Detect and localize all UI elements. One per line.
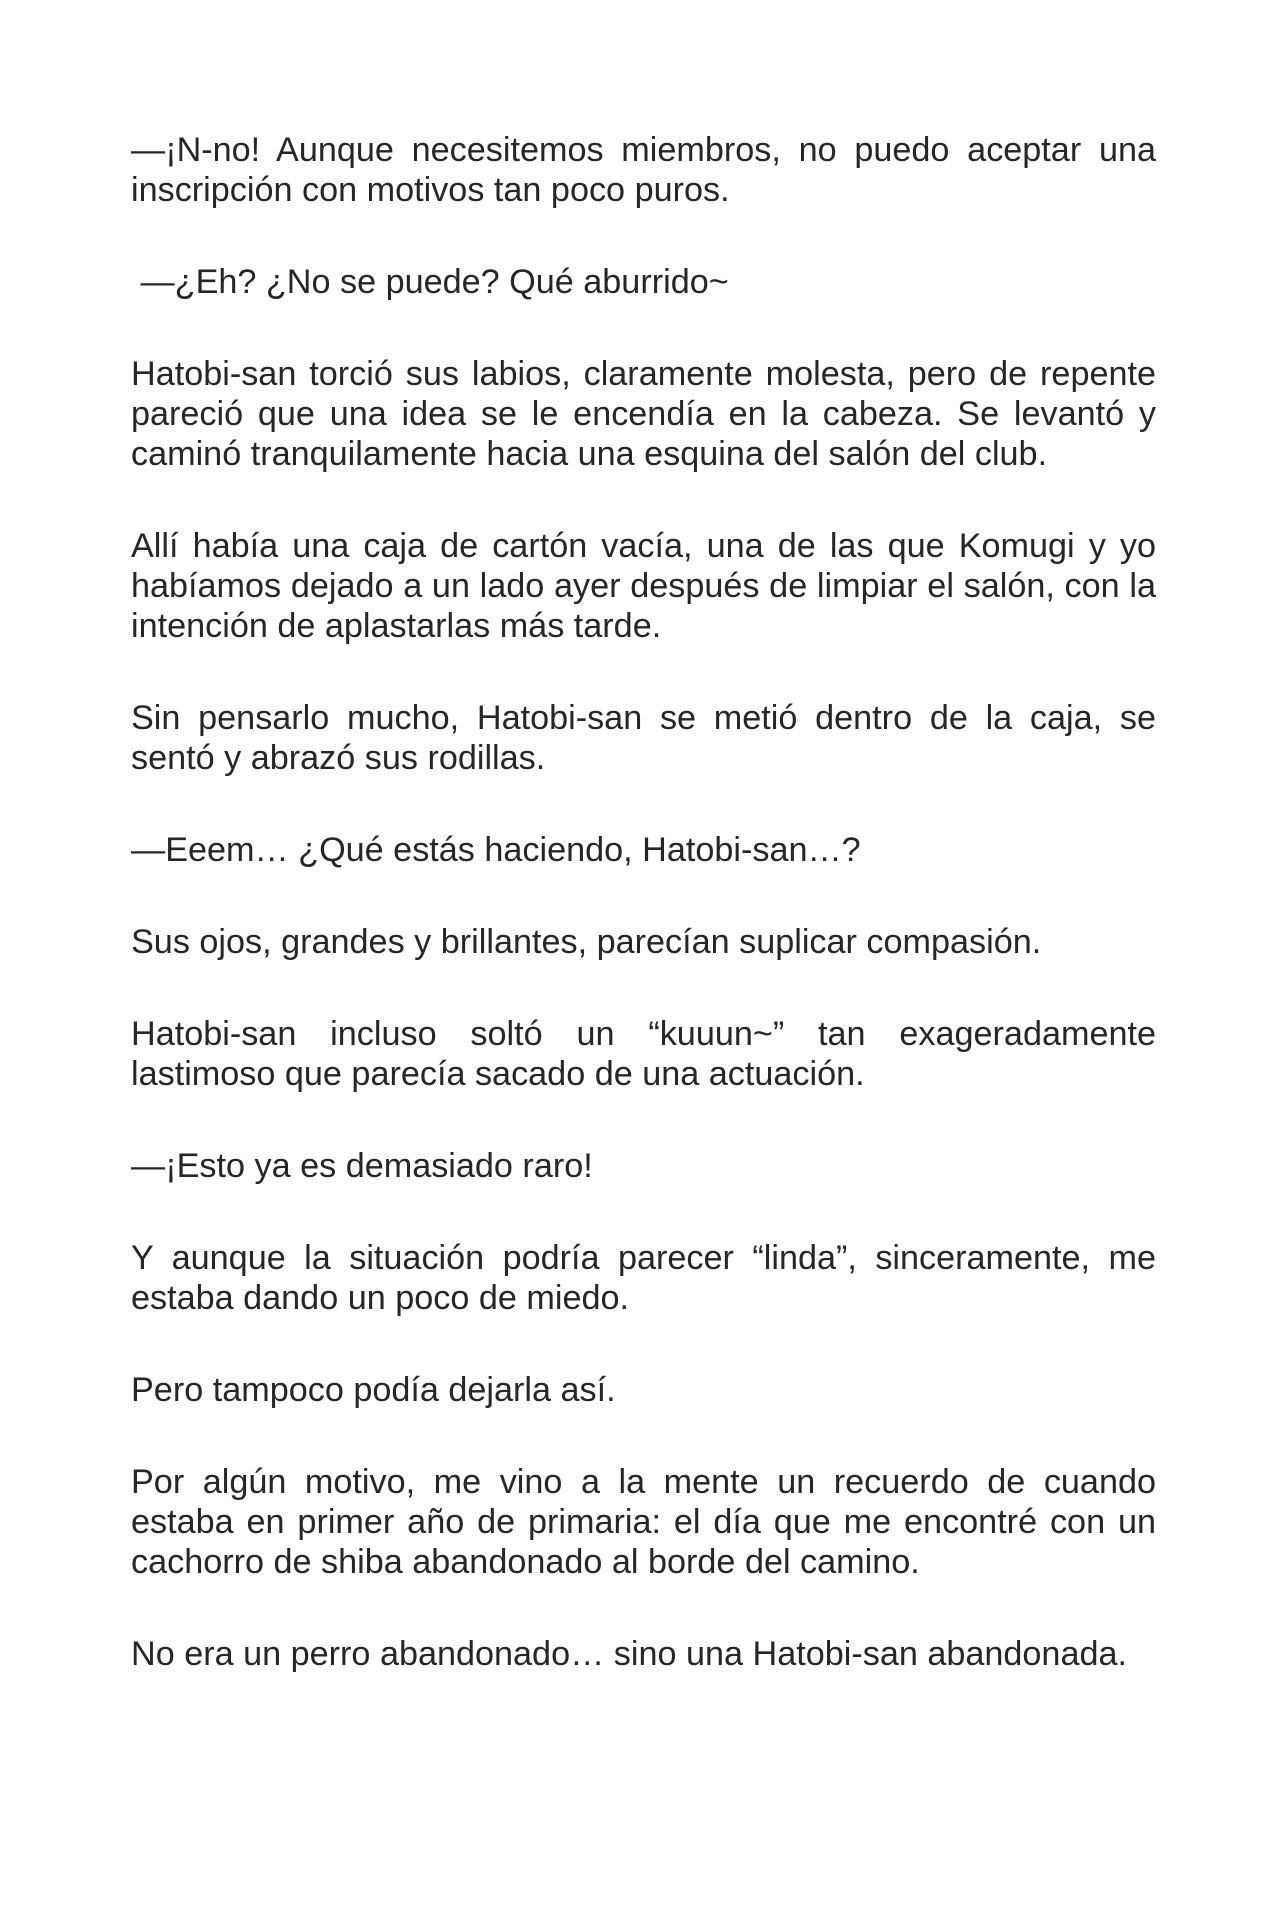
paragraph: Sus ojos, grandes y brillantes, parecían suplicar compasión. (131, 923, 1042, 961)
paragraph: —Eeem… ¿Qué estás haciendo, Hatobi-san…? (131, 831, 861, 869)
paragraph: No era un perro abandonado… sino una Hatobi-san abandonada. (131, 1635, 1127, 1673)
paragraph: —¿Eh? ¿No se puede? Qué aburrido~ (131, 263, 729, 301)
paragraph: Hatobi-san incluso soltó un “kuuun~” tan exageradamente lastimoso que parecía sacado de una actuación. (131, 1015, 1156, 1093)
paragraph: Hatobi-san torció sus labios, claramente molesta, pero de repente pareció que una idea se le encendía en la cabeza. Se levantó y caminó tranquilamente hacia una esquina del salón del club. (131, 355, 1156, 473)
paragraph: —¡Esto ya es demasiado raro! (131, 1147, 593, 1185)
paragraph: Y aunque la situación podría parecer “linda”, sinceramente, me estaba dando un poco de miedo. (131, 1239, 1156, 1317)
paragraph: Sin pensarlo mucho, Hatobi-san se metió dentro de la caja, se sentó y abrazó sus rodillas. (131, 699, 1156, 777)
paragraph: Allí había una caja de cartón vacía, una de las que Komugi y yo habíamos dejado a un lado ayer después de limpiar el salón, con la intención de aplastarlas más tarde. (131, 527, 1156, 645)
paragraph: —¡N-no! Aunque necesitemos miembros, no puedo aceptar una inscripción con motivos tan poco puros. (131, 131, 1156, 209)
paragraph: Por algún motivo, me vino a la mente un recuerdo de cuando estaba en primer año de primaria: el día que me encontré con un cachorro de shiba abandonado al borde del camino. (131, 1463, 1156, 1581)
paragraph: Pero tampoco podía dejarla así. (131, 1371, 616, 1409)
